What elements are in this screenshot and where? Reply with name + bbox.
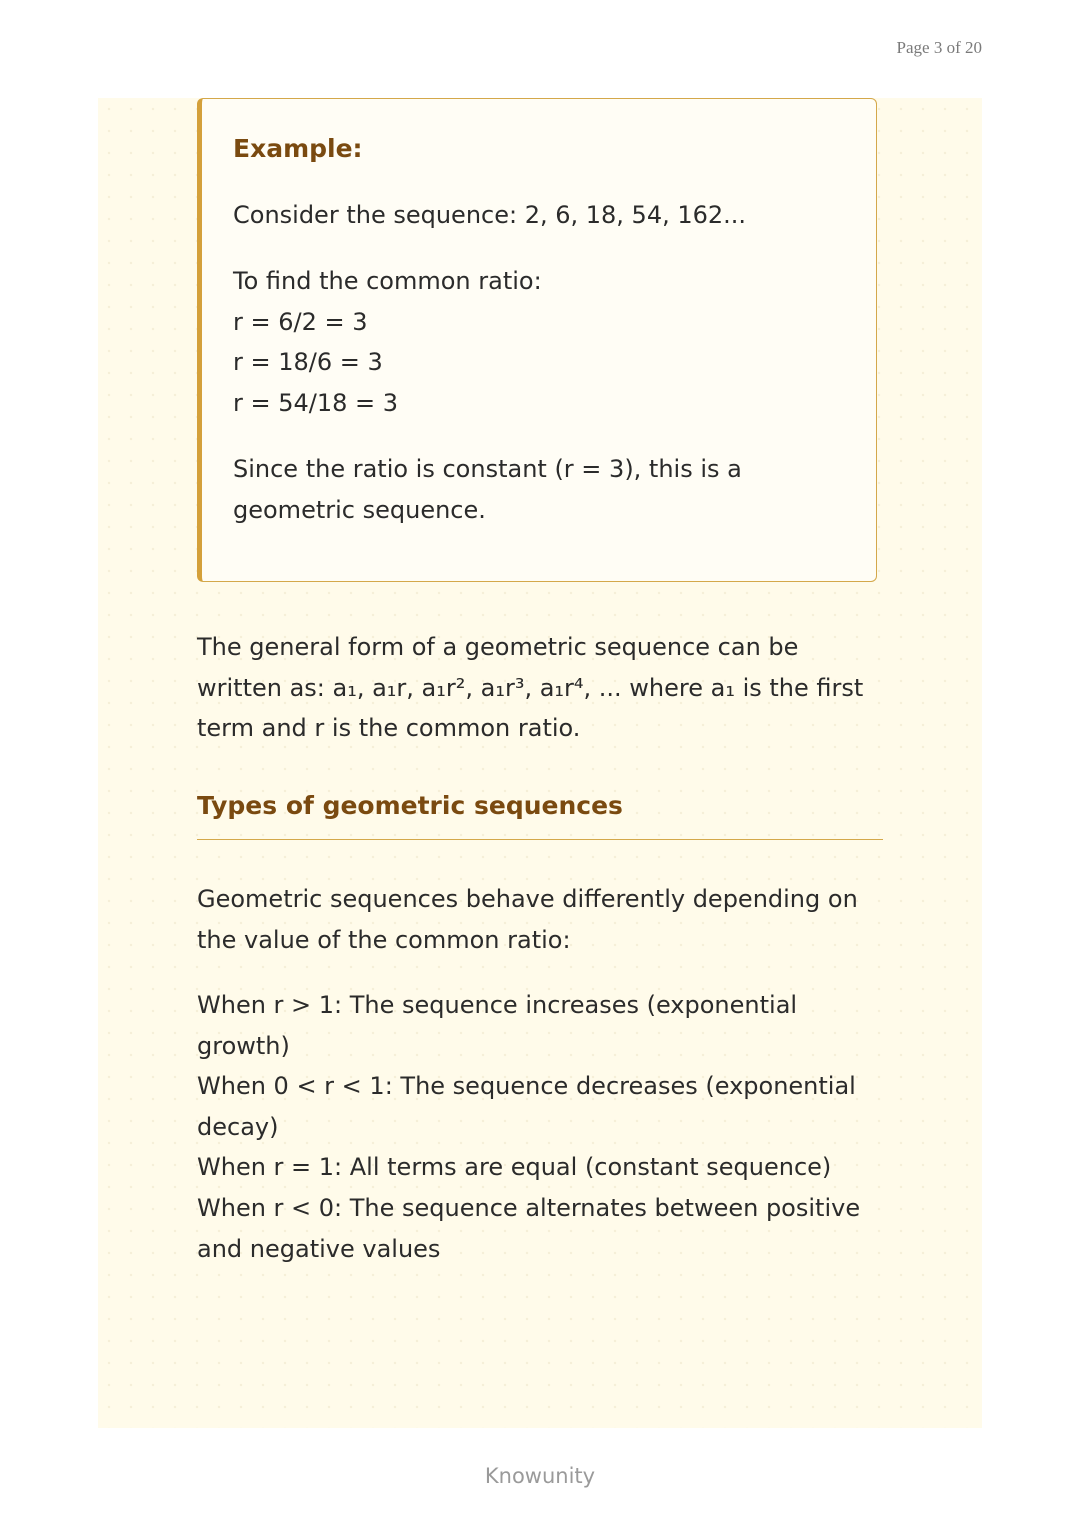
- general-form-paragraph: The general form of a geometric sequence can be written as: a₁, a₁r, a₁r², a₁r³, a₁r⁴, ... where a₁ is the first term and r is the common ratio.: [197, 633, 864, 743]
- list-item: When 0 < r < 1: The sequence decreases (exponential decay): [197, 1072, 856, 1141]
- ratio-cases-list: [197, 985, 877, 1269]
- types-intro-paragraph: Geometric sequences behave differently depending on the value of the common ratio:: [197, 885, 858, 954]
- example-conclusion: Since the ratio is constant (r = 3), this is a geometric sequence.: [233, 455, 742, 524]
- footer-brand: Knowunity: [484, 1464, 596, 1488]
- list-item: When r < 0: The sequence alternates between positive and negative values: [197, 1193, 861, 1263]
- example-callout: [197, 98, 877, 582]
- example-intro: Consider the sequence: 2, 6, 18, 54, 162...: [233, 201, 747, 229]
- page-number: Page 3 of 20: [896, 38, 982, 57]
- list-item: When r = 1: All terms are equal (constant sequence): [197, 1153, 832, 1182]
- calc-line: r = 54/18 = 3: [233, 388, 399, 417]
- calc-line: r = 18/6 = 3: [233, 348, 383, 377]
- document-sheet: [98, 98, 982, 1428]
- calc-line: r = 6/2 = 3: [233, 307, 368, 336]
- section-heading: Types of geometric sequences: [197, 789, 883, 840]
- list-item: When r > 1: The sequence increases (exponential growth): [197, 991, 798, 1060]
- example-heading: Example:: [233, 134, 363, 163]
- calc-line: To find the common ratio:: [233, 267, 542, 295]
- example-calculation: [233, 261, 846, 423]
